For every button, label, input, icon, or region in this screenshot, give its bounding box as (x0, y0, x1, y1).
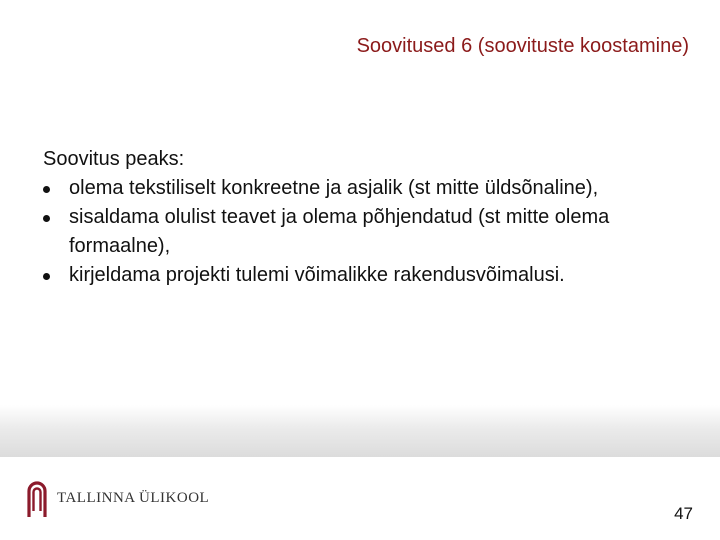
page-number: 47 (674, 504, 693, 523)
bullet-dot-icon (43, 215, 50, 222)
bullet-item (43, 261, 683, 290)
bullet-item (43, 174, 683, 203)
bullet-dot-icon (43, 186, 50, 193)
intro-text: Soovitus peaks: (43, 148, 185, 170)
bullet-list (43, 174, 683, 290)
logo-text: TALLINNA ÜLIKOOL (57, 489, 210, 506)
university-logo-icon (25, 478, 49, 518)
bullet-item (43, 203, 683, 261)
slide-content (43, 145, 683, 290)
university-logo (25, 478, 209, 518)
bullet-dot-icon (43, 273, 50, 280)
bullet-text: olema tekstiliselt konkreetne ja asjalik (st mitte üldsõnaline), (69, 177, 599, 199)
bullet-text: sisaldama olulist teavet ja olema põhjendatud (st mitte olema formaalne), (69, 206, 610, 257)
slide-title: Soovitused 6 (soovituste koostamine) (356, 35, 689, 57)
bullet-text: kirjeldama projekti tulemi võimalikke rakendusvõimalusi. (69, 264, 565, 286)
footer-band (0, 405, 720, 457)
